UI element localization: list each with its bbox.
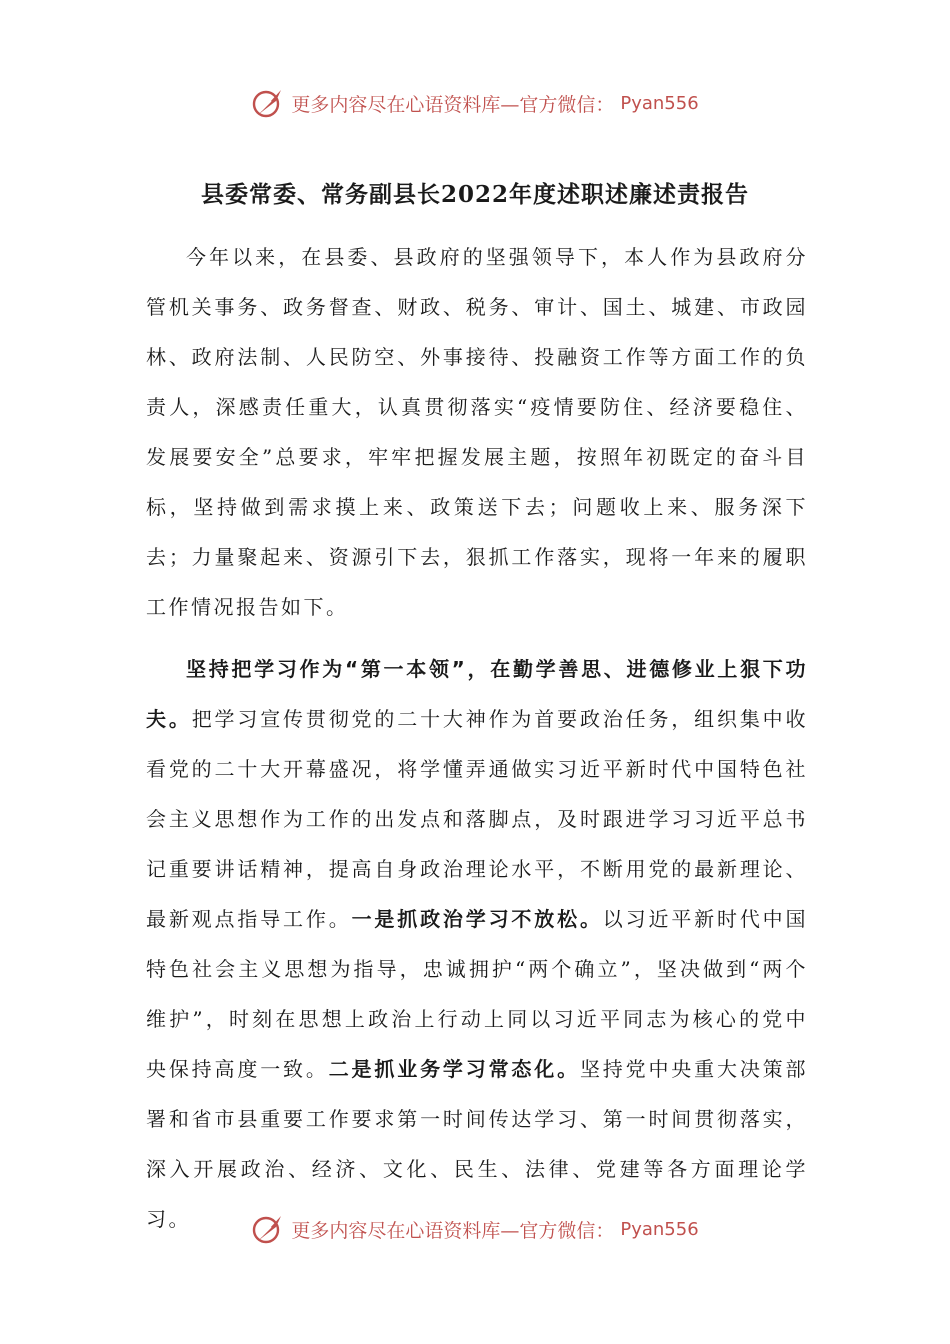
point-two-heading: 二是抓业务学习常态化。 — [328, 1057, 580, 1081]
study-section-text: 把学习宣传贯彻党的二十大神作为首要政治任务，组织集中收看党的二十大开幕盛况，将学懂弄通做实习近平新时代中国特色社会主义思想作为工作的出发点和落脚点，及时跟进学习习近平总书记重要讲话精神，提高自身政治理论水平，不断用党的最新理论、最新观点指导工作。 — [146, 707, 809, 931]
footer-watermark — [0, 1212, 950, 1246]
study-section-paragraph — [146, 644, 808, 1244]
point-one-text: 以习近平新时代中国特色社会主义思想为指导，忠诚拥护“两个确立”，坚决做到“两个维护”，时刻在思想上政治上行动上同以习近平同志为核心的党中央保持高度一致。 — [146, 907, 809, 1081]
header-watermark — [0, 86, 950, 120]
watermark-wechat-id: Pyan556 — [620, 92, 699, 114]
watermark-text: 更多内容尽在心语资料库—官方微信： — [291, 93, 615, 116]
watermark-text: 更多内容尽在心语资料库—官方微信： — [291, 1219, 615, 1242]
point-one-heading: 一是抓政治学习不放松。 — [351, 907, 603, 931]
quill-logo-icon — [251, 86, 285, 120]
document-title: 县委常委、常务副县长2022年度述职述廉述责报告 — [200, 181, 749, 208]
point-two-text: 坚持党中央重大决策部署和省市县重要工作要求第一时间传达学习、第一时间贯彻落实，深入开展政治、经济、文化、民生、法律、党建等各方面理论学习。 — [146, 1057, 809, 1231]
intro-paragraph — [146, 232, 808, 632]
intro-text: 今年以来，在县委、县政府的坚强领导下，本人作为县政府分管机关事务、政务督查、财政、税务、审计、国土、城建、市政园林、政府法制、人民防空、外事接待、投融资工作等方面工作的负责人，深感责任重大，认真贯彻落实“疫情要防住、经济要稳住、发展要安全”总要求，牢牢把握发展主题，按照年初既定的奋斗目标，坚持做到需求摸上来、政策送下去；问题收上来、服务深下去；力量聚起来、资源引下去，狠抓工作落实，现将一年来的履职工作情况报告如下。 — [146, 245, 808, 619]
document-body — [146, 232, 808, 1244]
quill-logo-icon — [251, 1212, 285, 1246]
watermark-wechat-id: Pyan556 — [620, 1218, 699, 1240]
study-section-heading: 坚持把学习作为“第一本领”，在勤学善思、进德修业上狠下功夫。 — [146, 657, 808, 731]
